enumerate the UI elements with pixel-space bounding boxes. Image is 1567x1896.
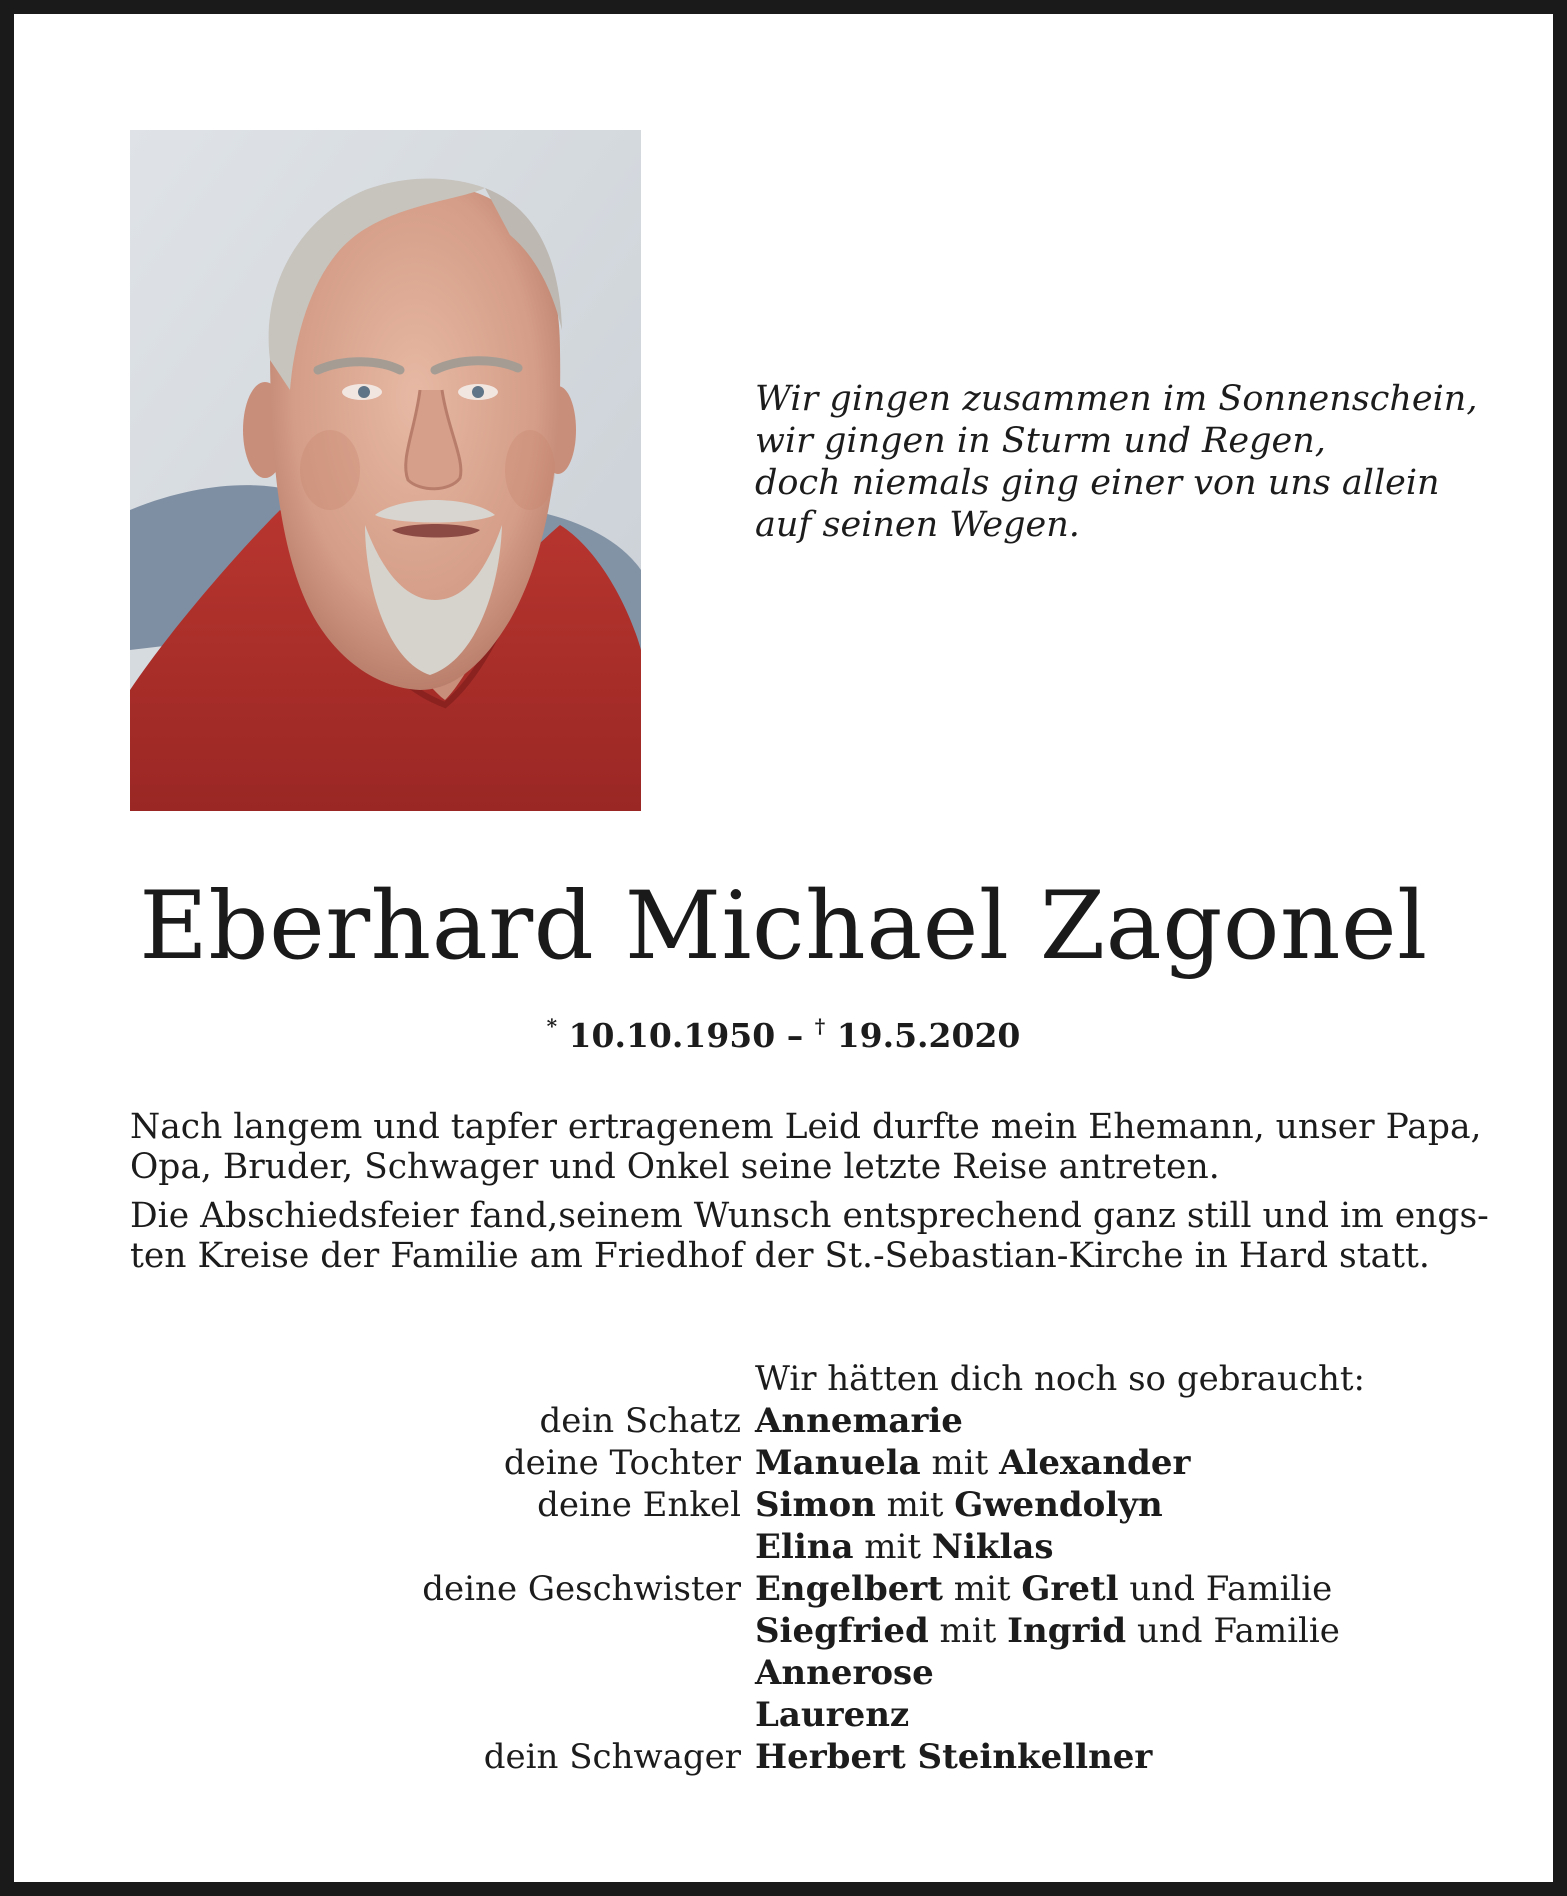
deceased-name: Eberhard Michael Zagonel xyxy=(139,872,1428,981)
mourner-name: Annerose xyxy=(755,1653,934,1693)
mourner-row xyxy=(0,1442,1567,1484)
mourner-row xyxy=(0,1484,1567,1526)
mourner-names xyxy=(755,1526,1054,1568)
mourner-relation: deine Tochter xyxy=(503,1443,741,1483)
mourner-connector: und Familie xyxy=(1118,1569,1333,1609)
mourner-names xyxy=(755,1610,1340,1652)
mourner-names xyxy=(755,1484,1163,1526)
mourner-relation: deine Enkel xyxy=(537,1485,741,1525)
text-line: Opa, Bruder, Schwager und Onkel seine letzte Reise antreten. xyxy=(130,1147,1220,1187)
birth-symbol: * xyxy=(546,1014,558,1038)
mourner-names xyxy=(755,1736,1152,1778)
death-symbol: † xyxy=(814,1014,826,1038)
poem-line: doch niemals ging einer von uns allein xyxy=(755,463,1440,503)
announcement-text xyxy=(130,1107,1489,1285)
mourner-names xyxy=(755,1652,934,1694)
poem-line: wir gingen in Sturm und Regen, xyxy=(755,421,1326,461)
death-date: 19.5.2020 xyxy=(836,1016,1021,1055)
mourner-names xyxy=(755,1442,1190,1484)
mourner-name: Niklas xyxy=(931,1527,1054,1567)
mourner-row xyxy=(0,1652,1567,1694)
mourner-names xyxy=(755,1568,1332,1610)
mourner-row xyxy=(0,1526,1567,1568)
mourner-name: Gretl xyxy=(1021,1569,1119,1609)
poem-line: auf seinen Wegen. xyxy=(755,505,1080,545)
mourner-name: Siegfried xyxy=(755,1611,929,1651)
announcement-paragraph xyxy=(130,1107,1482,1187)
mourner-name: Manuela xyxy=(755,1443,921,1483)
mourner-connector: mit xyxy=(875,1485,955,1525)
text-line: Nach langem und tapfer ertragenem Leid durfte mein Ehemann, unser Papa, xyxy=(130,1107,1482,1147)
mourner-name: Annemarie xyxy=(755,1401,963,1441)
mourner-row xyxy=(0,1400,1567,1442)
mourner-name: Simon xyxy=(755,1485,876,1525)
mourner-relation: deine Geschwister xyxy=(422,1569,741,1609)
date-separator: – xyxy=(786,1016,804,1055)
mourner-name: Elina xyxy=(755,1527,854,1567)
mourner-relation: dein Schatz xyxy=(539,1401,741,1441)
mourner-connector: mit xyxy=(942,1569,1022,1609)
ceremony-paragraph xyxy=(130,1196,1489,1276)
mourner-row xyxy=(0,1694,1567,1736)
mourner-connector: mit xyxy=(920,1443,1000,1483)
mourner-row xyxy=(0,1736,1567,1778)
mourner-row xyxy=(0,1610,1567,1652)
mourner-name: Ingrid xyxy=(1007,1611,1127,1651)
mourner-connector: mit xyxy=(928,1611,1008,1651)
portrait-photo xyxy=(130,130,641,811)
mourner-name: Engelbert xyxy=(755,1569,943,1609)
mourner-name: Laurenz xyxy=(755,1695,910,1735)
text-line: Die Abschiedsfeier fand,seinem Wunsch entsprechend ganz still und im engs- xyxy=(130,1196,1489,1236)
poem xyxy=(755,378,1478,546)
text-line: ten Kreise der Familie am Friedhof der St.-Sebastian-Kirche in Hard statt. xyxy=(130,1236,1430,1276)
mourners-intro: Wir hätten dich noch so gebraucht: xyxy=(755,1359,1365,1399)
life-dates xyxy=(0,1006,1567,1056)
mourner-relation: dein Schwager xyxy=(483,1737,741,1777)
poem-line: Wir gingen zusammen im Sonnenschein, xyxy=(755,379,1478,419)
mourner-names xyxy=(755,1694,909,1736)
mourner-name: Alexander xyxy=(999,1443,1191,1483)
mourner-connector: mit xyxy=(853,1527,932,1567)
mourner-connector: und Familie xyxy=(1126,1611,1340,1651)
mourner-name: Gwendolyn xyxy=(954,1485,1163,1525)
birth-date: 10.10.1950 xyxy=(568,1016,776,1055)
mourner-row xyxy=(0,1568,1567,1610)
mourner-name: Herbert Steinkellner xyxy=(755,1737,1153,1777)
mourner-names xyxy=(755,1400,963,1442)
